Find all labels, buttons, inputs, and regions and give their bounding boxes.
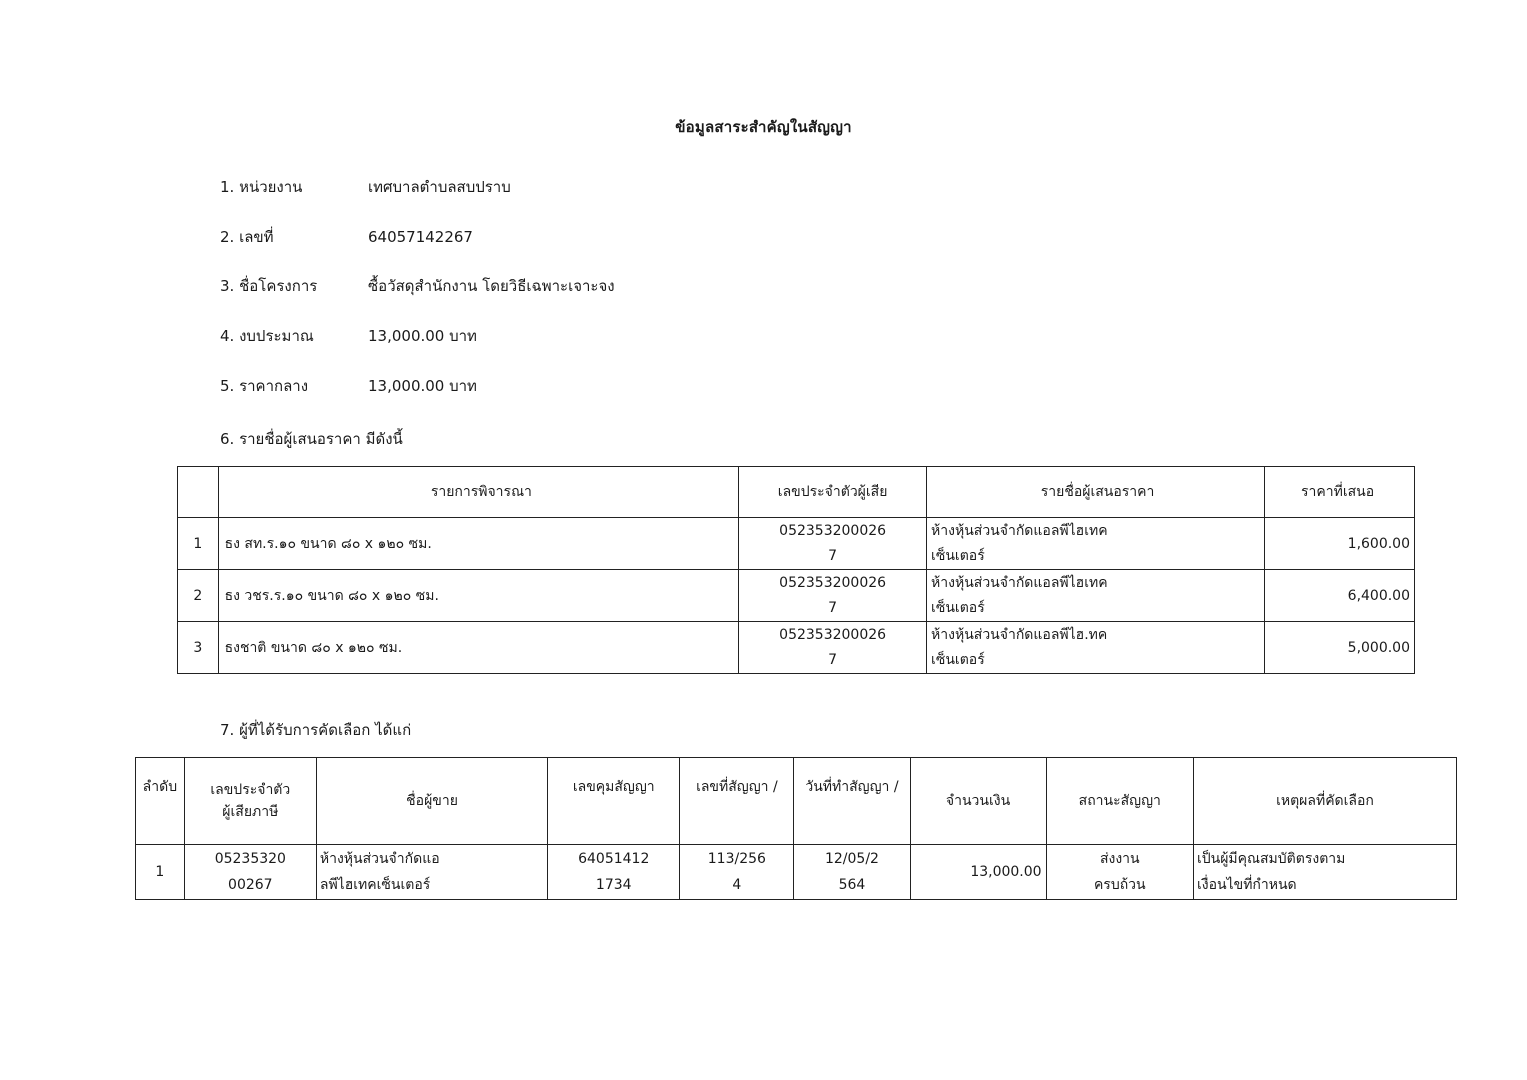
selected-contract-date	[794, 845, 910, 900]
selected-table	[135, 757, 1457, 900]
field-number	[220, 225, 473, 249]
field-project-value: ซื้อวัสดุสำนักงาน โดยวิธีเฉพาะเจาะจง	[368, 277, 615, 295]
bidders-header-name: รายชื่อผู้เสนอราคา	[927, 467, 1265, 518]
selected-header-tax-id	[184, 758, 316, 845]
table-row	[178, 570, 1415, 622]
field-agency-value: เทศบาลตำบลสบปราบ	[368, 178, 511, 196]
bidders-header-no	[178, 467, 219, 518]
field-budget-value: 13,000.00 บาท	[368, 327, 477, 345]
row-bidder-name-line1: ห้างหุ้นส่วนจำกัดแอลพีไฮเทค	[931, 574, 1108, 591]
selected-heading: 7. ผู้ที่ได้รับการคัดเลือก ได้แก่	[220, 721, 412, 739]
selected-control-no-line2: 1734	[595, 877, 632, 893]
field-budget-label: 4. งบประมาณ	[220, 327, 314, 345]
row-tax-id	[739, 622, 927, 674]
row-bidder-name-line2: เซ็นเตอร์	[931, 547, 985, 564]
selected-seller-line1: ห้างหุ้นส่วนจำกัดแอ	[319, 851, 440, 867]
selected-status-line2: ครบถ้วน	[1093, 877, 1146, 893]
field-median-price	[220, 374, 477, 398]
row-tax-id	[739, 518, 927, 570]
row-bidder-name-line1: ห้างหุ้นส่วนจำกัดแอลพีไฮเทค	[931, 522, 1108, 539]
bidders-table-header-row	[178, 467, 1415, 518]
table-row	[136, 845, 1457, 900]
row-tax-id-line2: 7	[828, 547, 838, 564]
field-budget	[220, 324, 477, 348]
selected-contract-no-line2: 4	[732, 877, 742, 893]
selected-header-order: ลำดับ	[136, 758, 185, 845]
selected-header-tax-id-line1: เลขประจำตัว	[210, 782, 291, 798]
bidders-header-item: รายการพิจารณา	[218, 467, 739, 518]
row-item: ธง วชร.ร.๑๐ ขนาด ๘๐ x ๑๒๐ ซม.	[218, 570, 739, 622]
selected-header-reason: เหตุผลที่คัดเลือก	[1193, 758, 1456, 845]
table-row	[178, 622, 1415, 674]
selected-reason	[1193, 845, 1456, 900]
selected-reason-line2: เงื่อนไขที่กำหนด	[1196, 877, 1297, 893]
selected-contract-date-line1: 12/05/2	[824, 851, 879, 867]
selected-contract-no-line1: 113/256	[707, 851, 766, 867]
selected-table-header-row	[136, 758, 1457, 845]
row-bidder-name	[927, 518, 1265, 570]
bidders-header-price: ราคาที่เสนอ	[1265, 467, 1415, 518]
selected-control-no-line1: 64051412	[578, 851, 650, 867]
selected-tax-id-line2: 00267	[228, 877, 273, 893]
bidders-heading: 6. รายชื่อผู้เสนอราคา มีดังนี้	[220, 430, 403, 448]
selected-status	[1046, 845, 1193, 900]
row-number: 1	[178, 518, 219, 570]
field-number-value: 64057142267	[368, 228, 473, 246]
selected-order: 1	[136, 845, 185, 900]
row-bidder-name-line1: ห้างหุ้นส่วนจำกัดแอลพีไฮ.ทค	[931, 626, 1108, 643]
selected-amount: 13,000.00	[910, 845, 1046, 900]
row-tax-id-line2: 7	[828, 599, 838, 616]
field-project-label: 3. ชื่อโครงการ	[220, 277, 318, 295]
bidders-table	[177, 466, 1415, 674]
row-item: ธง สท.ร.๑๐ ขนาด ๘๐ x ๑๒๐ ซม.	[218, 518, 739, 570]
field-number-label: 2. เลขที่	[220, 228, 274, 246]
row-bidder-name	[927, 570, 1265, 622]
row-bidder-name	[927, 622, 1265, 674]
field-median-price-label: 5. ราคากลาง	[220, 377, 309, 395]
selected-reason-line1: เป็นผู้มีคุณสมบัติตรงตาม	[1196, 851, 1346, 867]
selected-header-status: สถานะสัญญา	[1046, 758, 1193, 845]
selected-tax-id	[184, 845, 316, 900]
selected-header-amount: จำนวนเงิน	[910, 758, 1046, 845]
row-tax-id-line1: 052353200026	[779, 626, 887, 643]
selected-header-tax-id-line2: ผู้เสียภาษี	[222, 804, 279, 820]
field-agency	[220, 175, 511, 199]
selected-contract-no	[680, 845, 794, 900]
table-row	[178, 518, 1415, 570]
row-price: 6,400.00	[1265, 570, 1415, 622]
row-tax-id	[739, 570, 927, 622]
row-price: 5,000.00	[1265, 622, 1415, 674]
selected-header-seller: ชื่อผู้ขาย	[316, 758, 547, 845]
row-number: 2	[178, 570, 219, 622]
field-median-price-value: 13,000.00 บาท	[368, 377, 477, 395]
row-tax-id-line2: 7	[828, 651, 838, 668]
row-item: ธงชาติ ขนาด ๘๐ x ๑๒๐ ซม.	[218, 622, 739, 674]
field-project	[220, 274, 615, 298]
row-number: 3	[178, 622, 219, 674]
row-tax-id-line1: 052353200026	[779, 522, 887, 539]
selected-control-no	[548, 845, 680, 900]
selected-seller	[316, 845, 547, 900]
selected-tax-id-line1: 05235320	[214, 851, 286, 867]
row-bidder-name-line2: เซ็นเตอร์	[931, 599, 985, 616]
selected-seller-line2: ลพีไฮเทคเซ็นเตอร์	[319, 877, 431, 893]
bidders-header-tax: เลขประจำตัวผู้เสีย	[739, 467, 927, 518]
selected-header-contract-date: วันที่ทำสัญญา /	[794, 758, 910, 845]
field-agency-label: 1. หน่วยงาน	[220, 178, 303, 196]
selected-contract-date-line2: 564	[838, 877, 866, 893]
selected-header-control-no: เลขคุมสัญญา	[548, 758, 680, 845]
document-title: ข้อมูลสาระสำคัญในสัญญา	[675, 118, 852, 136]
row-price: 1,600.00	[1265, 518, 1415, 570]
selected-status-line1: ส่งงาน	[1099, 851, 1140, 867]
row-bidder-name-line2: เซ็นเตอร์	[931, 651, 985, 668]
row-tax-id-line1: 052353200026	[779, 574, 887, 591]
selected-header-contract-no: เลขที่สัญญา /	[680, 758, 794, 845]
